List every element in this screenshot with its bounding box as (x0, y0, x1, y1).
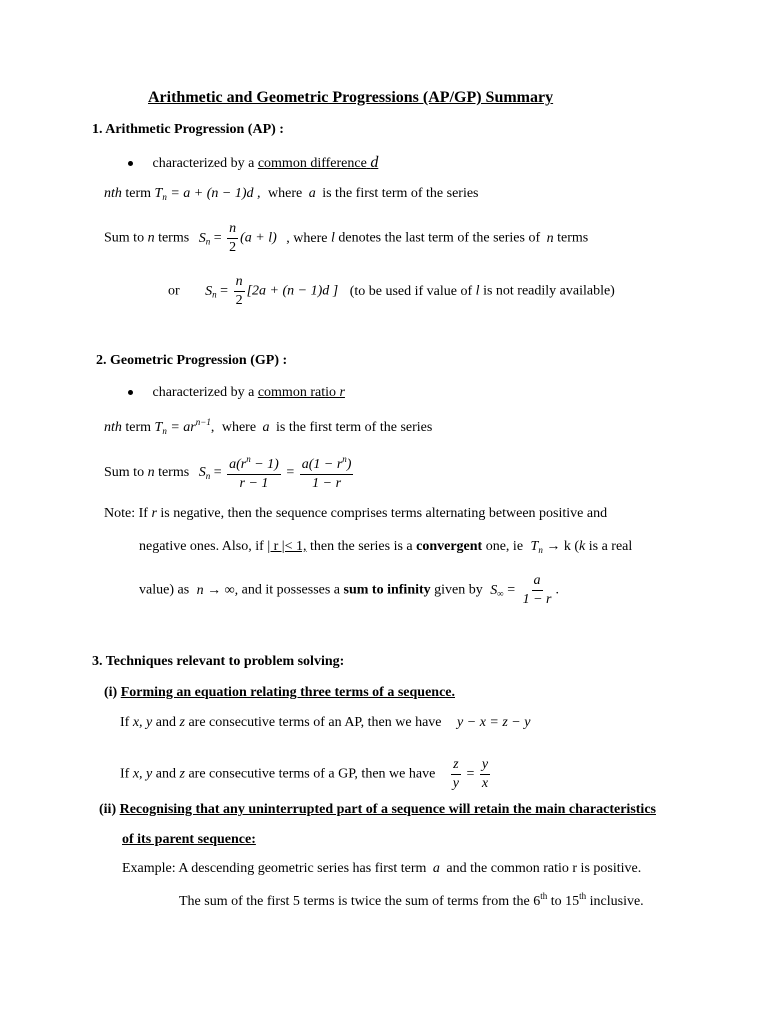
ap-bullet (128, 155, 378, 171)
fraction: $\frac{y}{x}$ (481, 757, 489, 791)
ap-nth-term-line: nth term $T_n = a + (n - 1)d$ , where a is the first term of the series (104, 186, 479, 202)
section-heading-techniques: 3. Techniques relevant to problem solving: (92, 654, 345, 669)
fraction: $\frac{a(1 - r^n)}{1 - r}$ (301, 454, 352, 491)
ap-consecutive-line: If x, y and z are consecutive terms of an AP, then we have y − x = z − y (120, 715, 531, 730)
abs-r-condition: | r |< 1, (267, 539, 307, 554)
gp-bullet (128, 386, 345, 400)
gp-consecutive-line: If x, y and z are consecutive terms of a GP, then we have $\frac{z}{y}$ = $\frac{y}{x}$ (120, 757, 489, 791)
fraction: $\frac{z}{y}$ (452, 757, 460, 791)
gp-note-line3: value) as n → ∞, and it possesses a sum to infinity given by $S_\infty$ = $\frac{a}{1 - r}$ . (139, 573, 559, 607)
example-line2: The sum of the first 5 terms is twice the sum of terms from the 6th to 15th inclusive. (179, 891, 644, 909)
fraction: $\frac{n}{2}$ (235, 274, 243, 308)
bullet-icon (128, 390, 133, 395)
gp-nth-term-line: nth term $T_n = ar^{n-1}$, where a is the first term of the series (104, 417, 433, 436)
gp-sum-line: Sum to n terms $S_n$ = $\frac{a(r^n - 1)}{r - 1}$ = $\frac{a(1 - r^n)}{1 - r}$ (104, 454, 352, 491)
common-ratio-term: common ratio r (257, 385, 345, 400)
common-difference-term: common difference d (257, 154, 379, 171)
gp-note-line1: Note: If r is negative, then the sequence comprises terms alternating between positive and (104, 506, 608, 521)
bullet-icon (128, 161, 133, 166)
ap-bullet-text: characterized by a (152, 156, 255, 171)
example-line1: Example: A descending geometric series has first term a and the common ratio r is positive. (122, 861, 642, 876)
technique-ii-heading: (ii) Recognising that any uninterrupted part of a sequence will retain the main characteristics (99, 802, 656, 817)
section-heading-ap: 1. Arithmetic Progression (AP) : (92, 122, 284, 137)
fraction: $\frac{a}{1 - r}$ (522, 573, 552, 607)
ap-sum-line: Sum to n terms $S_n$ = $\frac{n}{2}$ (a + l) , where l denotes the last term of the series of n terms (104, 221, 589, 255)
gp-note-line2: negative ones. Also, if | r |< 1, then the series is a convergent one, ie $T_n \to k$ (k is a real (139, 539, 633, 555)
technique-i-heading: (i) Forming an equation relating three terms of a sequence. (104, 685, 455, 700)
ap-sum-alt-line: or $S_n$ = $\frac{n}{2}$ [2a + (n − 1)d ] (to be used if value of l is not readily available) (168, 274, 615, 308)
fraction: $\frac{n}{2}$ (229, 221, 237, 255)
section-heading-gp: 2. Geometric Progression (GP) : (96, 353, 288, 368)
page-title: Arithmetic and Geometric Progressions (AP/GP) Summary (148, 89, 554, 106)
fraction: $\frac{a(r^n - 1)}{r - 1}$ (229, 454, 279, 491)
technique-ii-heading-cont: of its parent sequence: (122, 832, 256, 847)
gp-bullet-text: characterized by a (152, 385, 255, 400)
